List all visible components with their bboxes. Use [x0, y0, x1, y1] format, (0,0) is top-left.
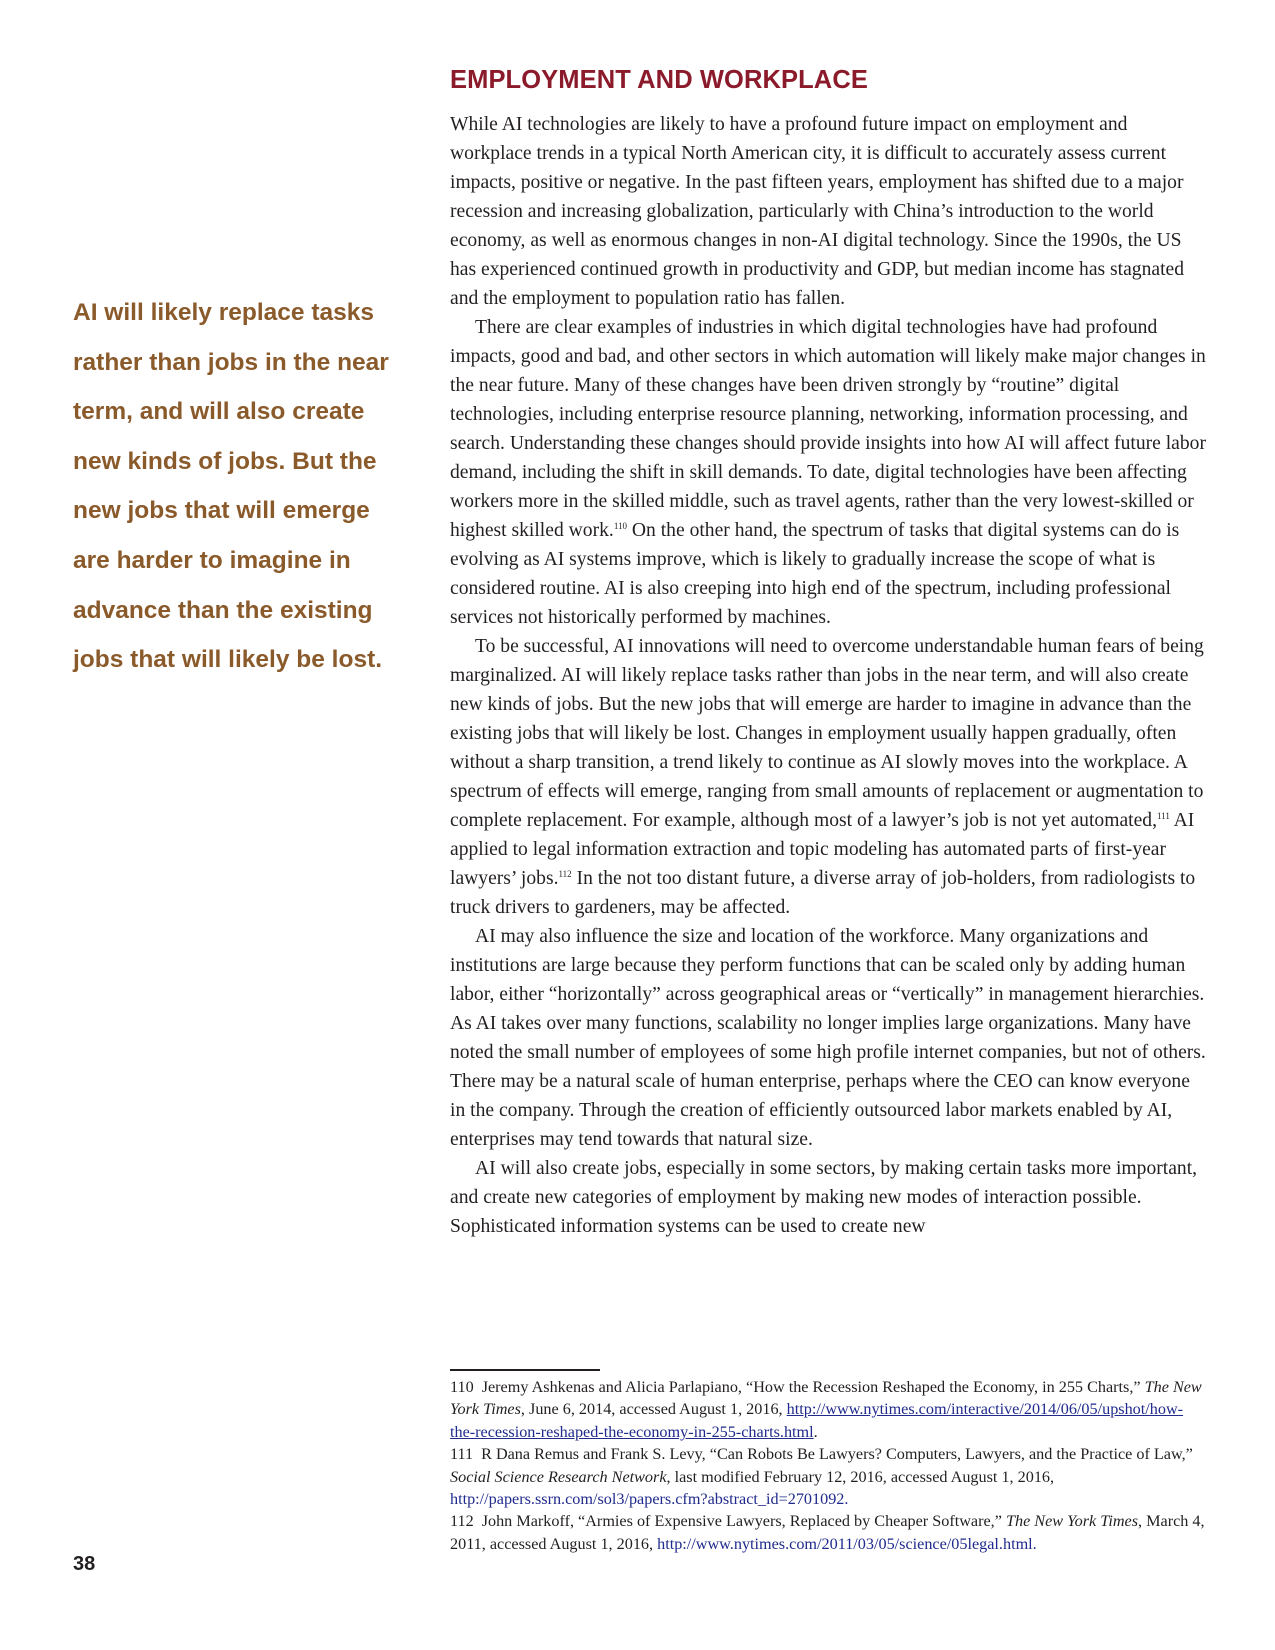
- pull-quote: AI will likely replace tasks rather than jobs in the near term, and will also create new kinds of jobs. But the new jobs that will emerge are harder to imagine in advance than the existing jobs that will likely be lost.: [73, 299, 389, 674]
- footnote-divider: [450, 1369, 600, 1371]
- footnote-text: John Markoff, “Armies of Expensive Lawyers, Replaced by Cheaper Software,”: [481, 1512, 1006, 1531]
- footnote-ref-112[interactable]: 112: [558, 869, 572, 879]
- footnote-text: Jeremy Ashkenas and Alicia Parlapiano, “How the Recession Reshaped the Economy, in 255 Charts,”: [481, 1378, 1145, 1396]
- body-text: [450, 110, 1206, 1241]
- paragraph-3-text-b: AI applied to legal information extraction and topic modeling has automated parts of first-year lawyers’ jobs.: [450, 810, 1195, 889]
- paragraph-3-text-a: To be successful, AI innovations will need to overcome understandable human fears of being marginalized. AI will likely replace tasks rather than jobs in the near term, and will also create new kinds of jobs. But the new jobs that will emerge are harder to imagine in advance than the existing jobs that will likely be lost. Changes in employment usually happen gradually, often without a sharp transition, a trend likely to continue as AI slowly moves into the workplace. A spectrum of effects will emerge, ranging from small amounts of replacement or augmentation to complete replacement. For example, although most of a lawyer’s job is not yet automated,: [450, 636, 1204, 831]
- footnote-link[interactable]: http://www.nytimes.com/2011/03/05/science/05legal.html.: [657, 1534, 1037, 1553]
- footnote-text: R Dana Remus and Frank S. Levy, “Can Robots Be Lawyers? Computers, Lawyers, and the Practice of Law,”: [481, 1445, 1193, 1464]
- footnote-publication: The New York Times: [450, 1378, 1202, 1419]
- footnote-link[interactable]: http://www.nytimes.com/interactive/2014/06/05/upshot/how-the-recession-reshaped-the-economy-in-255-charts.html: [450, 1400, 1184, 1441]
- page-number: 38: [73, 1553, 96, 1575]
- footnote-112: [450, 1510, 1206, 1555]
- footnote-end: .: [813, 1422, 818, 1441]
- paragraph-2: [450, 313, 1206, 632]
- footnote-111: [450, 1443, 1206, 1510]
- footnote-text: , March 4, 2011, accessed August 1, 2016,: [450, 1512, 1205, 1553]
- paragraph-3: [450, 632, 1206, 922]
- paragraph-5: AI will also create jobs, especially in some sectors, by making certain tasks more important, and create new categories of employment by making new modes of interaction possible. Sophisticated information systems can be used to create new: [450, 1158, 1198, 1237]
- footnotes: [450, 1376, 1206, 1555]
- footnote-publication: The New York Times: [1005, 1512, 1139, 1531]
- footnote-ref-110[interactable]: 110: [613, 521, 627, 531]
- section-heading: EMPLOYMENT AND WORKPLACE: [450, 66, 868, 94]
- footnote-text: , June 6, 2014, accessed August 1, 2016,: [520, 1400, 787, 1419]
- footnote-text: , last modified February 12, 2016, accessed August 1, 2016,: [666, 1467, 1055, 1486]
- paragraph-2-text-a: There are clear examples of industries in which digital technologies have had profound impacts, good and bad, and other sectors in which automation will likely make major changes in the near future. Many of these changes have been driven strongly by “routine” digital technologies, including enterprise resource planning, networking, information processing, and search. Understanding these changes should provide insights into how AI will affect future labor demand, including the shift in skill demands. To date, digital technologies have been affecting workers more in the skilled middle, such as travel agents, rather than the very lowest-skilled or highest skilled work.: [450, 317, 1206, 541]
- footnote-ref-111[interactable]: 111: [1157, 811, 1170, 821]
- footnote-number: 110: [450, 1378, 474, 1396]
- footnote-110: [450, 1376, 1206, 1443]
- footnote-number: 111: [450, 1445, 474, 1464]
- paragraph-1: While AI technologies are likely to have a profound future impact on employment and workplace trends in a typical North American city, it is difficult to accurately assess current impacts, positive or negative. In the past fifteen years, employment has shifted due to a major recession and increasing globalization, particularly with China’s introduction to the world economy, as well as enormous changes in non-AI digital technology. Since the 1990s, the US has experienced continued growth in productivity and GDP, but median income has stagnated and the employment to population ratio has fallen.: [450, 114, 1185, 309]
- paragraph-4: AI may also influence the size and location of the workforce. Many organizations and institutions are large because they perform functions that can be scaled only by adding human labor, either “horizontally” across geographical areas or “vertically” in management hierarchies. As AI takes over many functions, scalability no longer implies large organizations. Many have noted the small number of employees of some high profile internet companies, but not of others. There may be a natural scale of human enterprise, perhaps where the CEO can know everyone in the company. Through the creation of efficiently outsourced labor markets enabled by AI, enterprises may tend towards that natural size.: [450, 926, 1206, 1150]
- paragraph-3-text-c: In the not too distant future, a diverse array of job-holders, from radiologists to truck drivers to gardeners, may be affected.: [450, 868, 1196, 918]
- paragraph-2-text-b: On the other hand, the spectrum of tasks that digital systems can do is evolving as AI systems improve, which is likely to gradually increase the scope of what is considered routine. AI is also creeping into high end of the spectrum, including professional services not historically performed by machines.: [450, 520, 1180, 628]
- footnote-link[interactable]: http://papers.ssrn.com/sol3/papers.cfm?abstract_id=2701092.: [450, 1490, 849, 1509]
- footnote-number: 112: [450, 1512, 474, 1531]
- footnote-publication: Social Science Research Network: [450, 1467, 667, 1486]
